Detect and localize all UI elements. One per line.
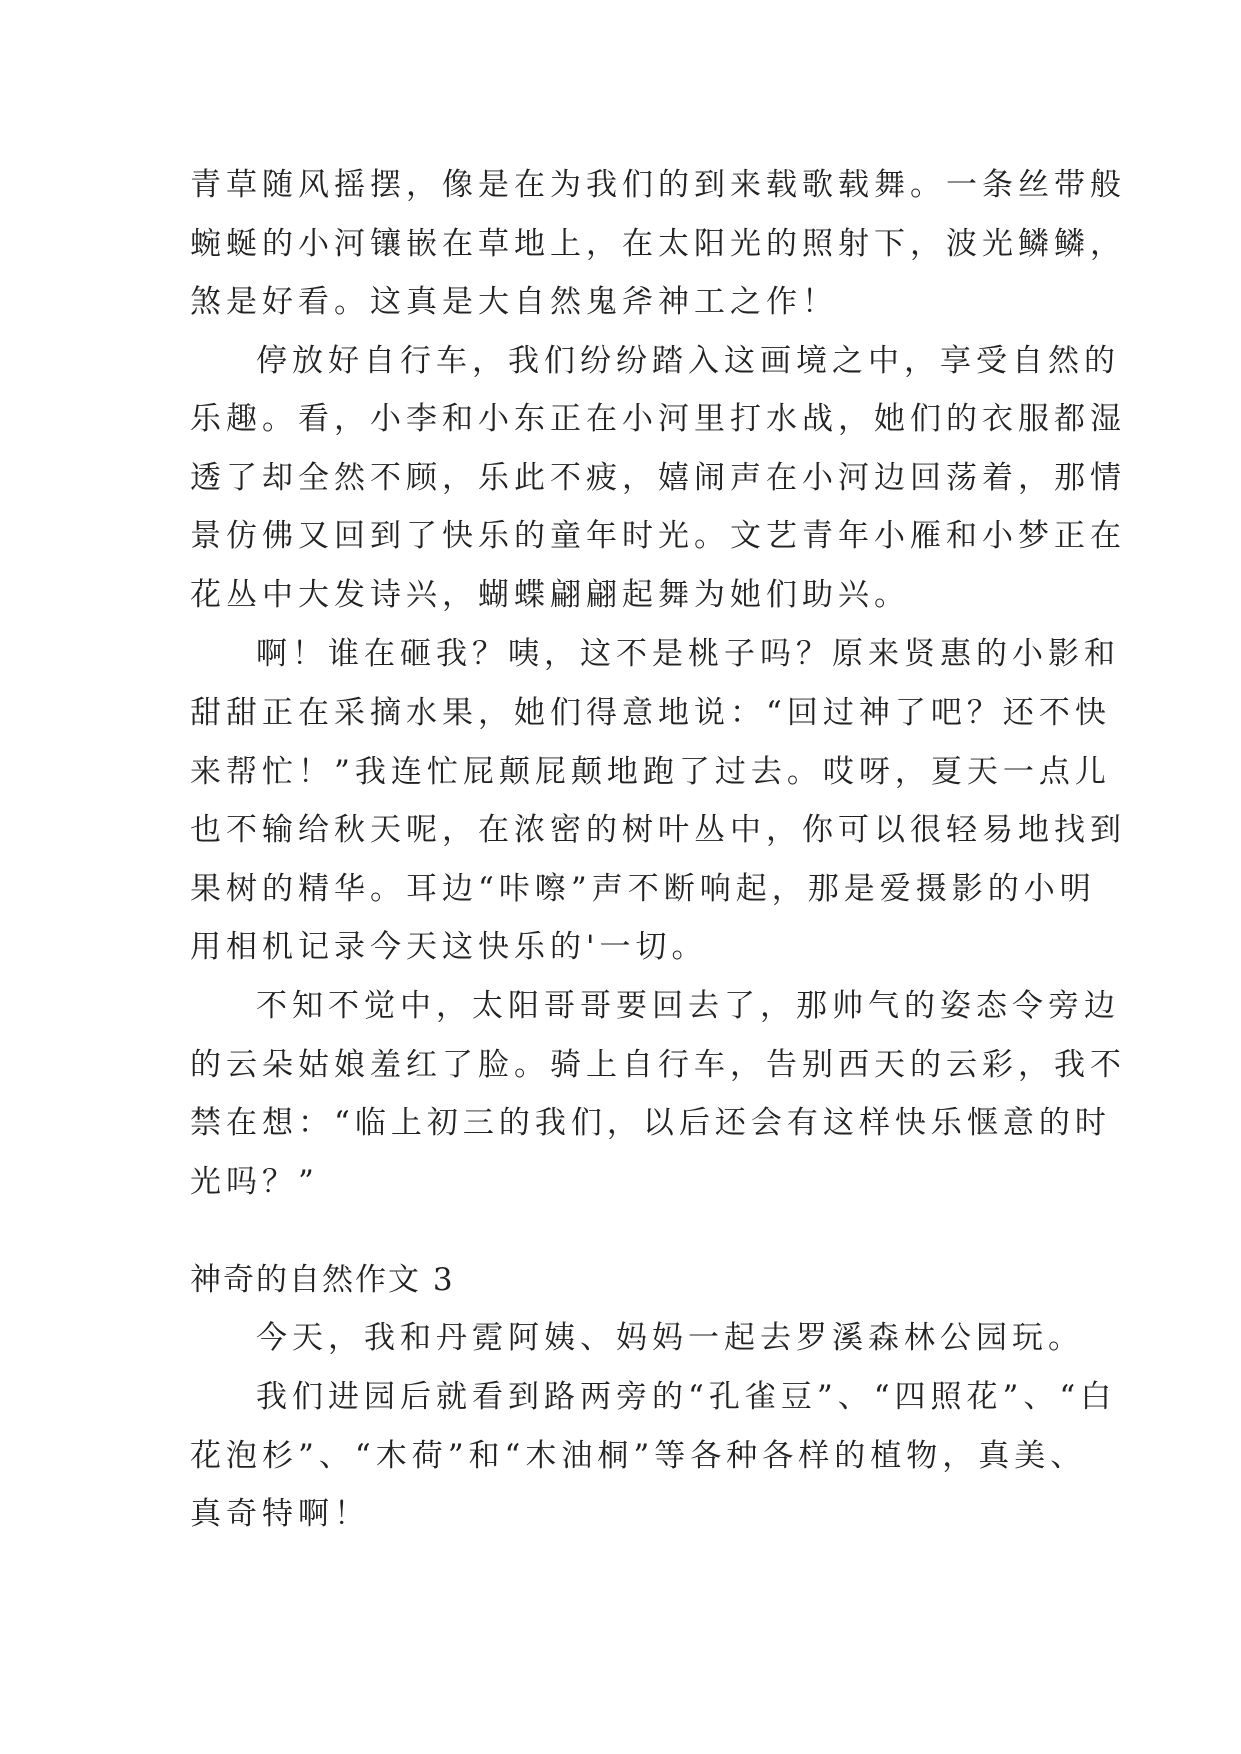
text-line: 啊！谁在砸我？咦，这不是桃子吗？原来贤惠的小影和 <box>256 636 1120 672</box>
text-line: 我们进园后就看到路两旁的“孔雀豆”、“四照花”、“白 <box>256 1379 1117 1415</box>
text-line: 也不输给秋天呢，在浓密的树叶丛中，你可以很轻易地找到 <box>190 812 1126 848</box>
text-line: 的云朵姑娘羞红了脸。骑上自行车，告别西天的云彩，我不 <box>190 1047 1126 1083</box>
text-line: 用相机记录今天这快乐的'一切。 <box>190 929 708 965</box>
text-line: 花丛中大发诗兴，蝴蝶翩翩起舞为她们助兴。 <box>190 577 910 613</box>
text-line: 果树的精华。耳边“咔嚓”声不断响起，那是爱摄影的小明 <box>190 871 1096 907</box>
text-line: 煞是好看。这真是大自然鬼斧神工之作！ <box>190 284 838 320</box>
text-line: 甜甜正在采摘水果，她们得意地说：“回过神了吧？还不快 <box>190 695 1111 731</box>
section-heading: 神奇的自然作文 3 <box>190 1262 455 1298</box>
text-line: 禁在想：“临上初三的我们，以后还会有这样快乐惬意的时 <box>190 1105 1111 1141</box>
text-line: 光吗？” <box>190 1164 319 1200</box>
text-line: 不知不觉中，太阳哥哥要回去了，那帅气的姿态令旁边 <box>256 988 1120 1024</box>
text-line: 景仿佛又回到了快乐的童年时光。文艺青年小雁和小梦正在 <box>190 518 1126 554</box>
text-line: 停放好自行车，我们纷纷踏入这画境之中，享受自然的 <box>256 343 1120 379</box>
text-line: 蜿蜒的小河镶嵌在草地上，在太阳光的照射下，波光鳞鳞， <box>190 226 1126 262</box>
text-line: 来帮忙！”我连忙屁颠屁颠地跑了过去。哎呀，夏天一点儿 <box>190 754 1111 790</box>
text-line: 花泡杉”、“木荷”和“木油桐”等各种各样的植物，真美、 <box>190 1438 1087 1474</box>
text-line: 乐趣。看，小李和小东正在小河里打水战，她们的衣服都湿 <box>190 401 1126 437</box>
text-line: 今天，我和丹霓阿姨、妈妈一起去罗溪森林公园玩。 <box>256 1320 1084 1356</box>
text-line: 青草随风摇摆，像是在为我们的到来载歌载舞。一条丝带般 <box>190 167 1126 203</box>
text-line: 真奇特啊！ <box>190 1496 370 1532</box>
text-line: 透了却全然不顾，乐此不疲，嬉闹声在小河边回荡着，那情 <box>190 460 1126 496</box>
